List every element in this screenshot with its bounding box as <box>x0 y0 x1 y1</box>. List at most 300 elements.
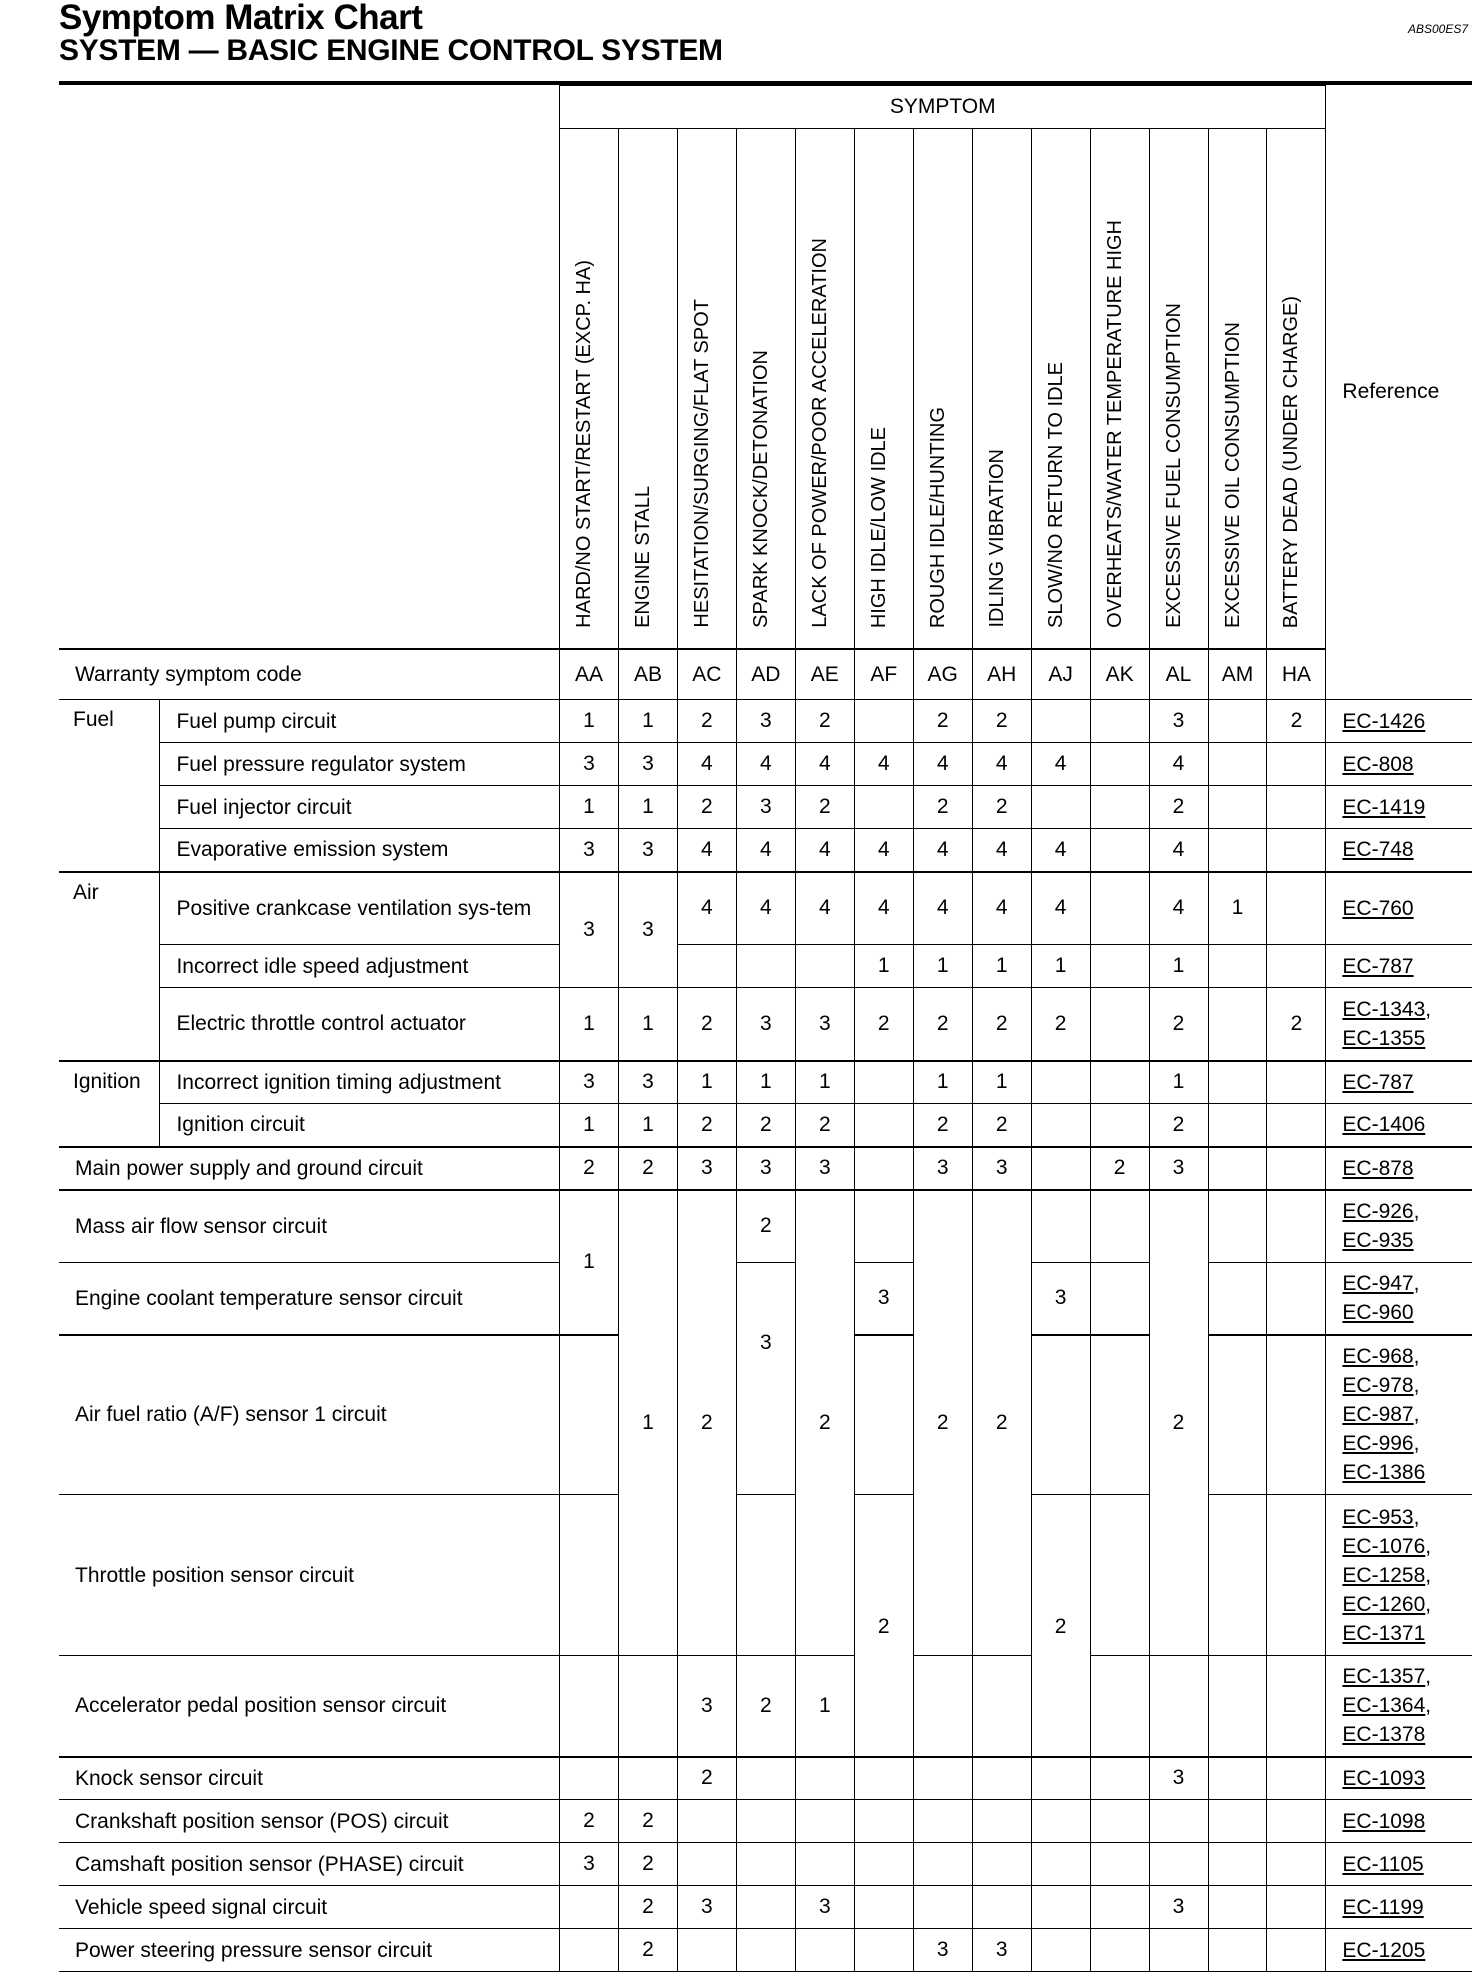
symptom-priority-cell <box>1208 988 1267 1061</box>
symptom-priority-cell <box>1267 1886 1326 1929</box>
reference-cell <box>1326 872 1472 945</box>
warranty-code: AJ <box>1031 649 1090 700</box>
item-label: Power steering pressure sensor circuit <box>59 1929 560 1972</box>
reference-link[interactable]: EC-1199 <box>1342 1895 1424 1919</box>
symptom-column-header <box>913 129 972 650</box>
warranty-code: AE <box>795 649 854 700</box>
symptom-priority-cell <box>854 1929 913 1972</box>
warranty-code: AF <box>854 649 913 700</box>
symptom-column-header <box>854 129 913 650</box>
symptom-priority-cell: 2 <box>1267 988 1326 1061</box>
item-label: Engine coolant temperature sensor circuit <box>59 1263 560 1335</box>
symptom-priority-cell <box>618 1757 677 1800</box>
symptom-priority-cell: 1 <box>618 1104 677 1147</box>
symptom-priority-cell: 2 <box>560 1800 619 1843</box>
symptom-priority-cell <box>1090 1843 1149 1886</box>
symptom-priority-cell <box>1208 1147 1267 1190</box>
reference-link[interactable]: EC-878 <box>1342 1156 1414 1180</box>
symptom-priority-cell: 2 <box>1149 1190 1208 1656</box>
symptom-priority-cell <box>854 1886 913 1929</box>
symptom-priority-cell <box>1208 1061 1267 1104</box>
symptom-priority-cell: 2 <box>618 1929 677 1972</box>
symptom-priority-cell: 2 <box>1090 1147 1149 1190</box>
reference-link[interactable]: EC-1258 <box>1342 1563 1426 1587</box>
table-row <box>59 1147 1472 1190</box>
reference-link[interactable]: EC-978 <box>1342 1374 1414 1398</box>
table-row <box>59 743 1472 786</box>
symptom-priority-cell: 3 <box>736 1147 795 1190</box>
table-row <box>59 945 1472 988</box>
symptom-priority-cell <box>913 1757 972 1800</box>
table-row <box>59 988 1472 1061</box>
symptom-priority-cell: 2 <box>795 1190 854 1656</box>
symptom-priority-cell: 1 <box>560 700 619 743</box>
symptom-priority-cell <box>854 1190 913 1263</box>
reference-cell <box>1326 1843 1472 1886</box>
symptom-priority-cell: 1 <box>560 988 619 1061</box>
symptom-priority-cell <box>1031 1886 1090 1929</box>
item-label: Electric throttle control actuator <box>160 988 560 1061</box>
symptom-priority-cell: 2 <box>913 786 972 829</box>
symptom-priority-cell <box>1090 1929 1149 1972</box>
symptom-priority-cell <box>1208 1656 1267 1757</box>
symptom-priority-cell: 2 <box>618 1147 677 1190</box>
symptom-priority-cell: 4 <box>913 743 972 786</box>
symptom-priority-cell: 2 <box>972 1104 1031 1147</box>
reference-cell <box>1326 786 1472 829</box>
group-label: Air <box>59 872 160 1061</box>
warranty-code: AD <box>736 649 795 700</box>
symptom-priority-cell <box>972 1886 1031 1929</box>
symptom-priority-cell: 2 <box>677 988 736 1061</box>
symptom-priority-cell: 2 <box>677 1757 736 1800</box>
symptom-priority-cell: 3 <box>795 1147 854 1190</box>
symptom-priority-cell <box>1090 1263 1149 1335</box>
reference-cell: EC-968, EC-978, EC-987, EC-996, EC-1386 <box>1326 1335 1472 1495</box>
symptom-priority-cell <box>854 786 913 829</box>
symptom-name: LACK OF POWER/POOR ACCELERATION <box>808 238 831 628</box>
symptom-column-header <box>795 129 854 650</box>
group-label: Fuel <box>59 700 160 872</box>
item-label: Accelerator pedal position sensor circuit <box>59 1656 560 1757</box>
symptom-priority-cell <box>1031 1147 1090 1190</box>
reference-link[interactable]: EC-953 <box>1342 1505 1414 1529</box>
symptom-column-header <box>618 129 677 650</box>
symptom-priority-cell: 1 <box>618 1190 677 1656</box>
table-row <box>59 1061 1472 1104</box>
reference-cell: EC-1357, EC-1364, EC-1378 <box>1326 1656 1472 1757</box>
warranty-code: AA <box>560 649 619 700</box>
reference-link[interactable]: EC-787 <box>1342 954 1414 978</box>
symptom-priority-cell: 3 <box>1149 1757 1208 1800</box>
symptom-priority-cell <box>1090 743 1149 786</box>
symptom-priority-cell: 2 <box>854 988 913 1061</box>
symptom-priority-cell <box>1090 829 1149 872</box>
reference-link[interactable]: EC-1205 <box>1342 1938 1426 1962</box>
symptom-priority-cell <box>795 1929 854 1972</box>
reference-link[interactable]: EC-926 <box>1342 1200 1414 1224</box>
symptom-priority-cell: 1 <box>795 1061 854 1104</box>
symptom-name: OVERHEATS/WATER TEMPERATURE HIGH <box>1103 220 1126 628</box>
symptom-priority-cell: 3 <box>736 700 795 743</box>
item-label: Ignition circuit <box>160 1104 560 1147</box>
symptom-priority-cell <box>1208 1929 1267 1972</box>
item-label: Fuel injector circuit <box>160 786 560 829</box>
item-label: Mass air flow sensor circuit <box>59 1190 560 1263</box>
symptom-priority-cell: 4 <box>913 829 972 872</box>
reference-link[interactable]: EC-1386 <box>1342 1461 1426 1485</box>
symptom-priority-cell: 1 <box>560 786 619 829</box>
reference-link[interactable]: EC-1093 <box>1342 1766 1426 1790</box>
symptom-matrix-table <box>59 85 1472 1972</box>
symptom-priority-cell: 3 <box>795 988 854 1061</box>
symptom-priority-cell <box>972 1656 1031 1757</box>
symptom-priority-cell: 1 <box>972 945 1031 988</box>
symptom-priority-cell: 3 <box>913 1929 972 1972</box>
symptom-priority-cell: 4 <box>1149 743 1208 786</box>
reference-link[interactable]: EC-1406 <box>1342 1113 1426 1137</box>
symptom-priority-cell <box>1267 1656 1326 1757</box>
symptom-priority-cell <box>1208 786 1267 829</box>
symptom-priority-cell: 2 <box>913 700 972 743</box>
reference-link[interactable]: EC-1364 <box>1342 1694 1426 1718</box>
symptom-priority-cell: 2 <box>913 1104 972 1147</box>
symptom-column-header <box>736 129 795 650</box>
symptom-priority-cell: 1 <box>618 988 677 1061</box>
symptom-column-header <box>560 129 619 650</box>
symptom-priority-cell: 1 <box>795 1656 854 1757</box>
symptom-priority-cell: 1 <box>560 1104 619 1147</box>
reference-link[interactable]: EC-1378 <box>1342 1723 1426 1747</box>
reference-link[interactable]: EC-996 <box>1342 1432 1414 1456</box>
warranty-code-label: Warranty symptom code <box>59 649 560 700</box>
table-row <box>59 1495 1472 1656</box>
table-row <box>59 1843 1472 1886</box>
reference-cell <box>1326 1929 1472 1972</box>
symptom-priority-cell: 4 <box>972 743 1031 786</box>
document-code: ABS00ES7 <box>1407 22 1468 36</box>
symptom-priority-cell <box>1149 1843 1208 1886</box>
item-label: Positive crankcase ventilation sys-tem <box>160 872 560 945</box>
symptom-priority-cell: 2 <box>1031 1495 1090 1757</box>
symptom-column-header <box>1031 129 1090 650</box>
symptom-name: BATTERY DEAD (UNDER CHARGE) <box>1280 295 1303 628</box>
symptom-name: SLOW/NO RETURN TO IDLE <box>1044 362 1067 628</box>
symptom-priority-cell: 4 <box>677 743 736 786</box>
reference-link[interactable]: EC-1426 <box>1342 709 1426 733</box>
symptom-priority-cell <box>1031 700 1090 743</box>
symptom-priority-cell: 4 <box>1031 743 1090 786</box>
symptom-priority-cell: 2 <box>736 1656 795 1757</box>
reference-link[interactable]: EC-787 <box>1342 1070 1414 1094</box>
reference-cell <box>1326 829 1472 872</box>
symptom-priority-cell: 4 <box>854 743 913 786</box>
symptom-priority-cell: 4 <box>913 872 972 945</box>
symptom-priority-cell <box>1090 1757 1149 1800</box>
symptom-priority-cell <box>736 1886 795 1929</box>
symptom-priority-cell <box>854 1104 913 1147</box>
symptom-priority-cell: 3 <box>972 1147 1031 1190</box>
symptom-priority-cell <box>1090 786 1149 829</box>
symptom-priority-cell <box>1267 1190 1326 1263</box>
reference-link[interactable]: EC-1105 <box>1342 1852 1424 1876</box>
symptom-header: SYMPTOM <box>560 86 1326 129</box>
symptom-priority-cell <box>736 945 795 988</box>
symptom-priority-cell <box>1208 1263 1267 1335</box>
symptom-priority-cell <box>1090 988 1149 1061</box>
symptom-priority-cell: 4 <box>1149 872 1208 945</box>
symptom-priority-cell: 3 <box>1149 1147 1208 1190</box>
symptom-priority-cell <box>736 1929 795 1972</box>
symptom-priority-cell <box>560 1886 619 1929</box>
symptom-priority-cell: 3 <box>913 1147 972 1190</box>
symptom-name: IDLING VIBRATION <box>985 449 1008 628</box>
item-label: Incorrect ignition timing adjustment <box>160 1061 560 1104</box>
symptom-priority-cell: 3 <box>677 1886 736 1929</box>
symptom-name: HARD/NO START/RESTART (EXCP. HA) <box>573 260 596 628</box>
symptom-priority-cell <box>560 1929 619 1972</box>
symptom-priority-cell: 3 <box>1149 700 1208 743</box>
symptom-priority-cell <box>1208 829 1267 872</box>
symptom-priority-cell: 1 <box>560 1190 619 1335</box>
table-row <box>59 700 1472 743</box>
reference-cell: EC-953, EC-1076, EC-1258, EC-1260, EC-1371 <box>1326 1495 1472 1656</box>
symptom-priority-cell <box>972 1843 1031 1886</box>
symptom-priority-cell <box>1267 945 1326 988</box>
table-row <box>59 829 1472 872</box>
symptom-priority-cell <box>1267 1495 1326 1656</box>
symptom-priority-cell <box>1090 1104 1149 1147</box>
symptom-name: EXCESSIVE OIL CONSUMPTION <box>1221 322 1244 628</box>
symptom-name: HIGH IDLE/LOW IDLE <box>867 426 890 628</box>
symptom-priority-cell <box>1149 1656 1208 1757</box>
reference-cell <box>1326 1800 1472 1843</box>
warranty-code: AL <box>1149 649 1208 700</box>
item-label: Vehicle speed signal circuit <box>59 1886 560 1929</box>
symptom-priority-cell: 3 <box>972 1929 1031 1972</box>
page-subtitle: SYSTEM — BASIC ENGINE CONTROL SYSTEM <box>59 34 723 67</box>
symptom-priority-cell <box>972 1800 1031 1843</box>
warranty-code: HA <box>1267 649 1326 700</box>
reference-link[interactable]: EC-1343 <box>1342 997 1426 1021</box>
symptom-priority-cell <box>1208 1843 1267 1886</box>
symptom-priority-cell: 2 <box>677 1104 736 1147</box>
symptom-priority-cell <box>1031 1190 1090 1263</box>
symptom-priority-cell: 2 <box>736 1190 795 1263</box>
warranty-code: AH <box>972 649 1031 700</box>
reference-cell <box>1326 1104 1472 1147</box>
symptom-priority-cell <box>736 1495 795 1656</box>
symptom-priority-cell <box>1267 743 1326 786</box>
reference-link[interactable]: EC-935 <box>1342 1229 1414 1253</box>
reference-link[interactable]: EC-808 <box>1342 752 1414 776</box>
symptom-priority-cell <box>1031 1800 1090 1843</box>
reference-link[interactable]: EC-1076 <box>1342 1534 1426 1558</box>
symptom-priority-cell <box>854 1061 913 1104</box>
symptom-priority-cell <box>560 1495 619 1656</box>
symptom-priority-cell: 4 <box>795 743 854 786</box>
symptom-priority-cell: 2 <box>972 700 1031 743</box>
reference-link[interactable]: EC-1419 <box>1342 795 1426 819</box>
symptom-priority-cell <box>1267 1335 1326 1495</box>
reference-link[interactable]: EC-760 <box>1342 896 1414 920</box>
reference-cell <box>1326 1147 1472 1190</box>
symptom-priority-cell: 4 <box>677 872 736 945</box>
symptom-priority-cell <box>854 1335 913 1495</box>
symptom-priority-cell <box>1031 1104 1090 1147</box>
warranty-code: AM <box>1208 649 1267 700</box>
symptom-priority-cell: 3 <box>618 743 677 786</box>
symptom-priority-cell <box>1267 1147 1326 1190</box>
symptom-priority-cell: 1 <box>618 786 677 829</box>
symptom-priority-cell: 1 <box>1149 1061 1208 1104</box>
symptom-priority-cell <box>854 700 913 743</box>
symptom-priority-cell: 2 <box>795 1104 854 1147</box>
symptom-priority-cell: 2 <box>1149 786 1208 829</box>
symptom-priority-cell <box>560 1335 619 1495</box>
symptom-priority-cell <box>795 945 854 988</box>
item-label: Knock sensor circuit <box>59 1757 560 1800</box>
reference-link[interactable]: EC-1357 <box>1342 1665 1426 1689</box>
item-label: Evaporative emission system <box>160 829 560 872</box>
symptom-priority-cell: 3 <box>560 872 619 988</box>
symptom-column-header <box>972 129 1031 650</box>
reference-cell: EC-1343, EC-1355 <box>1326 988 1472 1061</box>
symptom-priority-cell <box>1208 700 1267 743</box>
table-row <box>59 1104 1472 1147</box>
symptom-priority-cell <box>736 1843 795 1886</box>
symptom-priority-cell: 3 <box>560 1061 619 1104</box>
item-label: Throttle position sensor circuit <box>59 1495 560 1656</box>
symptom-priority-cell: 2 <box>854 1495 913 1757</box>
item-label: Air fuel ratio (A/F) sensor 1 circuit <box>59 1335 560 1495</box>
symptom-priority-cell <box>1031 1335 1090 1495</box>
symptom-priority-cell <box>677 1800 736 1843</box>
symptom-priority-cell <box>1090 1656 1149 1757</box>
symptom-name: HESITATION/SURGING/FLAT SPOT <box>690 299 713 628</box>
symptom-priority-cell <box>1031 1843 1090 1886</box>
symptom-priority-cell <box>913 1843 972 1886</box>
symptom-priority-cell: 1 <box>618 700 677 743</box>
symptom-column-header <box>677 129 736 650</box>
symptom-priority-cell <box>1267 1800 1326 1843</box>
symptom-priority-cell: 4 <box>1149 829 1208 872</box>
symptom-priority-cell <box>1090 872 1149 945</box>
item-label: Incorrect idle speed adjustment <box>160 945 560 988</box>
reference-cell <box>1326 1061 1472 1104</box>
symptom-priority-cell: 2 <box>972 786 1031 829</box>
symptom-priority-cell <box>913 1886 972 1929</box>
reference-link[interactable]: EC-968 <box>1342 1345 1414 1369</box>
symptom-priority-cell <box>1267 1263 1326 1335</box>
symptom-priority-cell <box>1031 786 1090 829</box>
symptom-priority-cell: 2 <box>1149 1104 1208 1147</box>
reference-link[interactable]: EC-1260 <box>1342 1592 1426 1616</box>
symptom-priority-cell: 2 <box>560 1147 619 1190</box>
symptom-priority-cell: 4 <box>854 829 913 872</box>
item-label: Fuel pressure regulator system <box>160 743 560 786</box>
symptom-priority-cell: 3 <box>854 1263 913 1335</box>
symptom-priority-cell: 3 <box>677 1656 736 1757</box>
symptom-priority-cell <box>972 1757 1031 1800</box>
item-label: Camshaft position sensor (PHASE) circuit <box>59 1843 560 1886</box>
symptom-priority-cell: 4 <box>1031 829 1090 872</box>
symptom-priority-cell: 2 <box>618 1843 677 1886</box>
symptom-priority-cell: 4 <box>795 829 854 872</box>
symptom-priority-cell <box>1090 1190 1149 1263</box>
symptom-priority-cell <box>1090 1061 1149 1104</box>
symptom-priority-cell <box>560 1656 619 1757</box>
symptom-priority-cell <box>1208 1104 1267 1147</box>
symptom-priority-cell: 1 <box>1031 945 1090 988</box>
table-row <box>59 786 1472 829</box>
symptom-priority-cell: 1 <box>1149 945 1208 988</box>
symptom-priority-cell: 2 <box>1149 988 1208 1061</box>
reference-link[interactable]: EC-1355 <box>1342 1026 1426 1050</box>
symptom-priority-cell <box>618 1656 677 1757</box>
symptom-priority-cell: 3 <box>736 988 795 1061</box>
symptom-priority-cell <box>560 1757 619 1800</box>
symptom-priority-cell: 2 <box>677 700 736 743</box>
symptom-priority-cell: 2 <box>618 1886 677 1929</box>
reference-cell <box>1326 700 1472 743</box>
symptom-priority-cell: 4 <box>795 872 854 945</box>
symptom-priority-cell: 2 <box>913 1190 972 1656</box>
symptom-priority-cell <box>1149 1929 1208 1972</box>
table-row <box>59 1886 1472 1929</box>
table-row <box>59 1757 1472 1800</box>
symptom-priority-cell: 2 <box>913 988 972 1061</box>
symptom-priority-cell <box>1031 1061 1090 1104</box>
symptom-priority-cell: 3 <box>736 786 795 829</box>
symptom-priority-cell <box>854 1800 913 1843</box>
symptom-priority-cell: 4 <box>736 872 795 945</box>
symptom-priority-cell <box>677 1929 736 1972</box>
reference-cell <box>1326 743 1472 786</box>
symptom-priority-cell <box>1208 945 1267 988</box>
reference-link[interactable]: EC-1098 <box>1342 1809 1426 1833</box>
item-label: Main power supply and ground circuit <box>59 1147 560 1190</box>
reference-link[interactable]: EC-960 <box>1342 1301 1414 1325</box>
symptom-priority-cell: 4 <box>1031 872 1090 945</box>
reference-link[interactable]: EC-748 <box>1342 838 1414 862</box>
symptom-priority-cell: 1 <box>736 1061 795 1104</box>
symptom-priority-cell: 1 <box>972 1061 1031 1104</box>
reference-cell: EC-947, EC-960 <box>1326 1263 1472 1335</box>
page-title: Symptom Matrix Chart <box>59 0 423 37</box>
symptom-priority-cell <box>1267 872 1326 945</box>
symptom-column-header <box>1090 129 1149 650</box>
symptom-priority-cell: 4 <box>972 829 1031 872</box>
symptom-priority-cell: 3 <box>736 1263 795 1495</box>
symptom-name: EXCESSIVE FUEL CONSUMPTION <box>1162 303 1185 628</box>
symptom-priority-cell <box>1267 1061 1326 1104</box>
symptom-priority-cell: 1 <box>913 1061 972 1104</box>
symptom-priority-cell: 2 <box>972 1190 1031 1656</box>
reference-link[interactable]: EC-947 <box>1342 1272 1414 1296</box>
symptom-column-header <box>1267 129 1326 650</box>
symptom-priority-cell <box>1090 1800 1149 1843</box>
symptom-priority-cell <box>1090 700 1149 743</box>
symptom-priority-cell <box>736 1757 795 1800</box>
symptom-priority-cell: 4 <box>736 829 795 872</box>
symptom-priority-cell <box>736 1800 795 1843</box>
symptom-priority-cell: 2 <box>618 1800 677 1843</box>
symptom-priority-cell <box>795 1800 854 1843</box>
reference-cell <box>1326 1886 1472 1929</box>
reference-link[interactable]: EC-1371 <box>1342 1621 1426 1645</box>
reference-link[interactable]: EC-987 <box>1342 1403 1414 1427</box>
